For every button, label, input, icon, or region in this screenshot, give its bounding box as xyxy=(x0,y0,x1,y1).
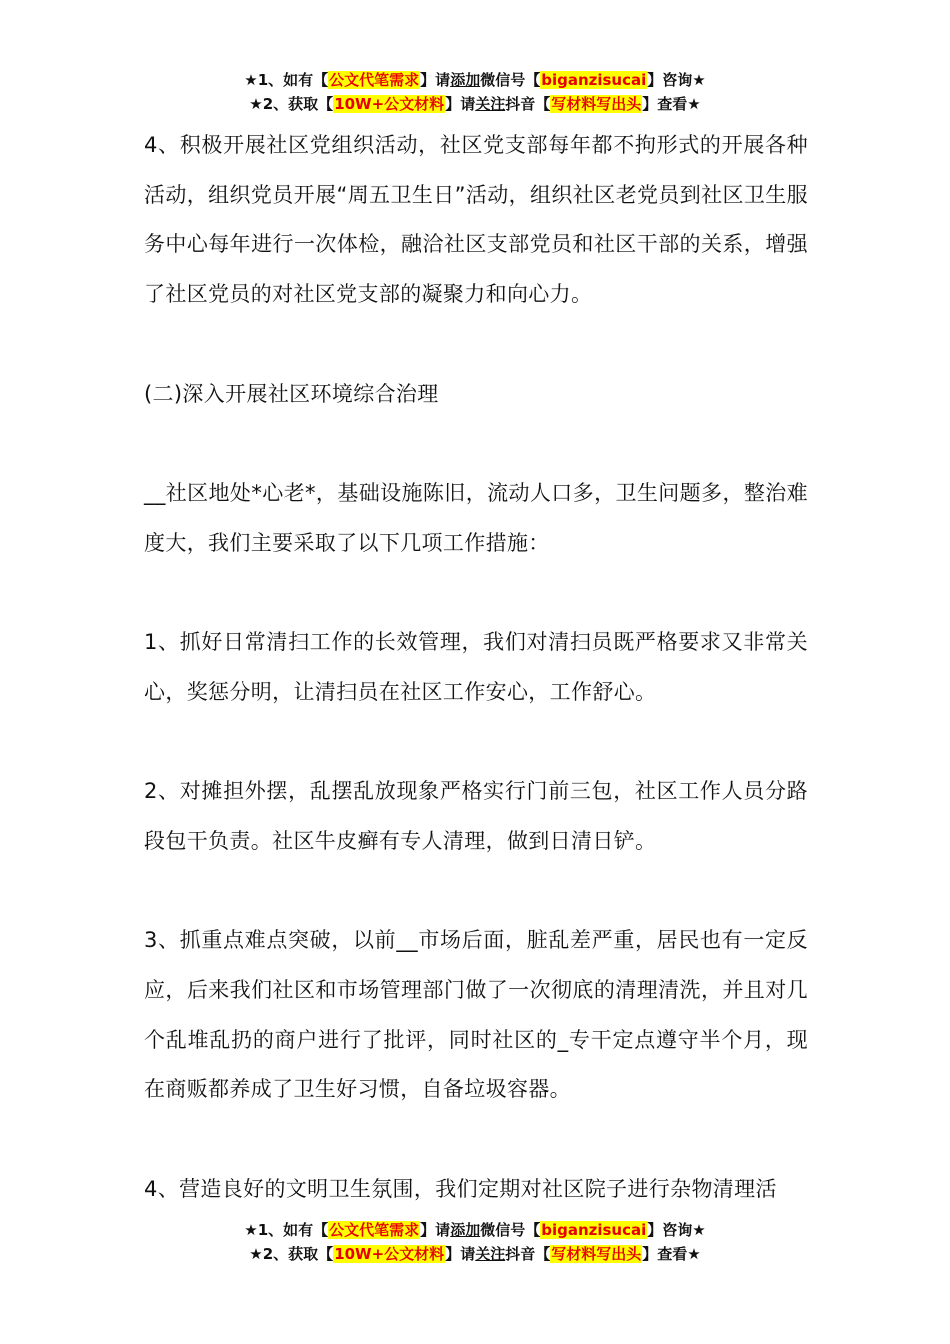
promo-text: ★1、如有【 xyxy=(244,1221,329,1239)
promo-text: ★2、获取【 xyxy=(249,95,334,113)
document-body xyxy=(144,121,808,1264)
promo-text: 】查看★ xyxy=(642,95,701,113)
promo-underlined: 关注 xyxy=(475,1245,506,1263)
promo-underlined: 关注 xyxy=(475,95,506,113)
promo-douyin-account: 写材料写出头 xyxy=(551,1245,642,1263)
promo-highlight: 公文代笔需求 xyxy=(329,71,420,89)
promo-text: 微信号【 xyxy=(480,71,541,89)
promo-underlined: 添加 xyxy=(450,1221,481,1239)
promo-header xyxy=(0,68,950,116)
promo-text: 】请 xyxy=(445,1245,476,1263)
promo-text: 】咨询★ xyxy=(647,71,706,89)
promo-text: 】请 xyxy=(420,71,451,89)
paragraph-intro: __社区地处*心老*，基础设施陈旧，流动人口多，卫生问题多，整治难度大，我们主要采取了以下几项工作措施： xyxy=(144,480,808,555)
paragraph-item-1: 1、抓好日常清扫工作的长效管理，我们对清扫员既严格要求又非常关心，奖惩分明，让清扫员在社区工作安心，工作舒心。 xyxy=(144,629,808,704)
promo-footer xyxy=(0,1218,950,1266)
paragraph-activities: 4、积极开展社区党组织活动，社区党支部每年都不拘形式的开展各种活动，组织党员开展“周五卫生日”活动，组织社区老党员到社区卫生服务中心每年进行一次体检，融洽社区支部党员和社区干部的关系，增强了社区党员的对社区党支部的凝聚力和向心力。 xyxy=(144,133,808,307)
promo-line-1 xyxy=(0,1218,950,1242)
promo-highlight: 10W+公文材料 xyxy=(334,95,445,113)
promo-line-2 xyxy=(0,92,950,116)
promo-text: 】查看★ xyxy=(642,1245,701,1263)
promo-text: 】请 xyxy=(420,1221,451,1239)
promo-text: 抖音【 xyxy=(505,95,551,113)
promo-text: 微信号【 xyxy=(480,1221,541,1239)
promo-highlight: 公文代笔需求 xyxy=(329,1221,420,1239)
promo-line-2 xyxy=(0,1242,950,1266)
promo-wechat-id: biganzisucai xyxy=(541,1221,647,1239)
promo-text: ★2、获取【 xyxy=(249,1245,334,1263)
promo-line-1 xyxy=(0,68,950,92)
promo-douyin-account: 写材料写出头 xyxy=(551,95,642,113)
paragraph-item-4: 4、营造良好的文明卫生氛围，我们定期对社区院子进行杂物清理活 xyxy=(144,1176,777,1201)
promo-underlined: 添加 xyxy=(450,71,481,89)
paragraph-item-2: 2、对摊担外摆，乱摆乱放现象严格实行门前三包，社区工作人员分路段包干负责。社区牛皮癣有专人清理，做到日清日铲。 xyxy=(144,779,808,853)
promo-text: 抖音【 xyxy=(505,1245,551,1263)
promo-text: ★1、如有【 xyxy=(244,71,329,89)
promo-text: 】请 xyxy=(445,95,476,113)
promo-wechat-id: biganzisucai xyxy=(541,71,647,89)
section-heading: (二)深入开展社区环境综合治理 xyxy=(144,381,439,406)
paragraph-item-3: 3、抓重点难点突破，以前__市场后面，脏乱差严重，居民也有一定反应，后来我们社区和市场管理部门做了一次彻底的清理清洗，并且对几个乱堆乱扔的商户进行了批评，同时社区的_专干定点遵守半个月，现在商贩都养成了卫生好习惯，自备垃圾容器。 xyxy=(144,928,808,1102)
promo-text: 】咨询★ xyxy=(647,1221,706,1239)
promo-highlight: 10W+公文材料 xyxy=(334,1245,445,1263)
